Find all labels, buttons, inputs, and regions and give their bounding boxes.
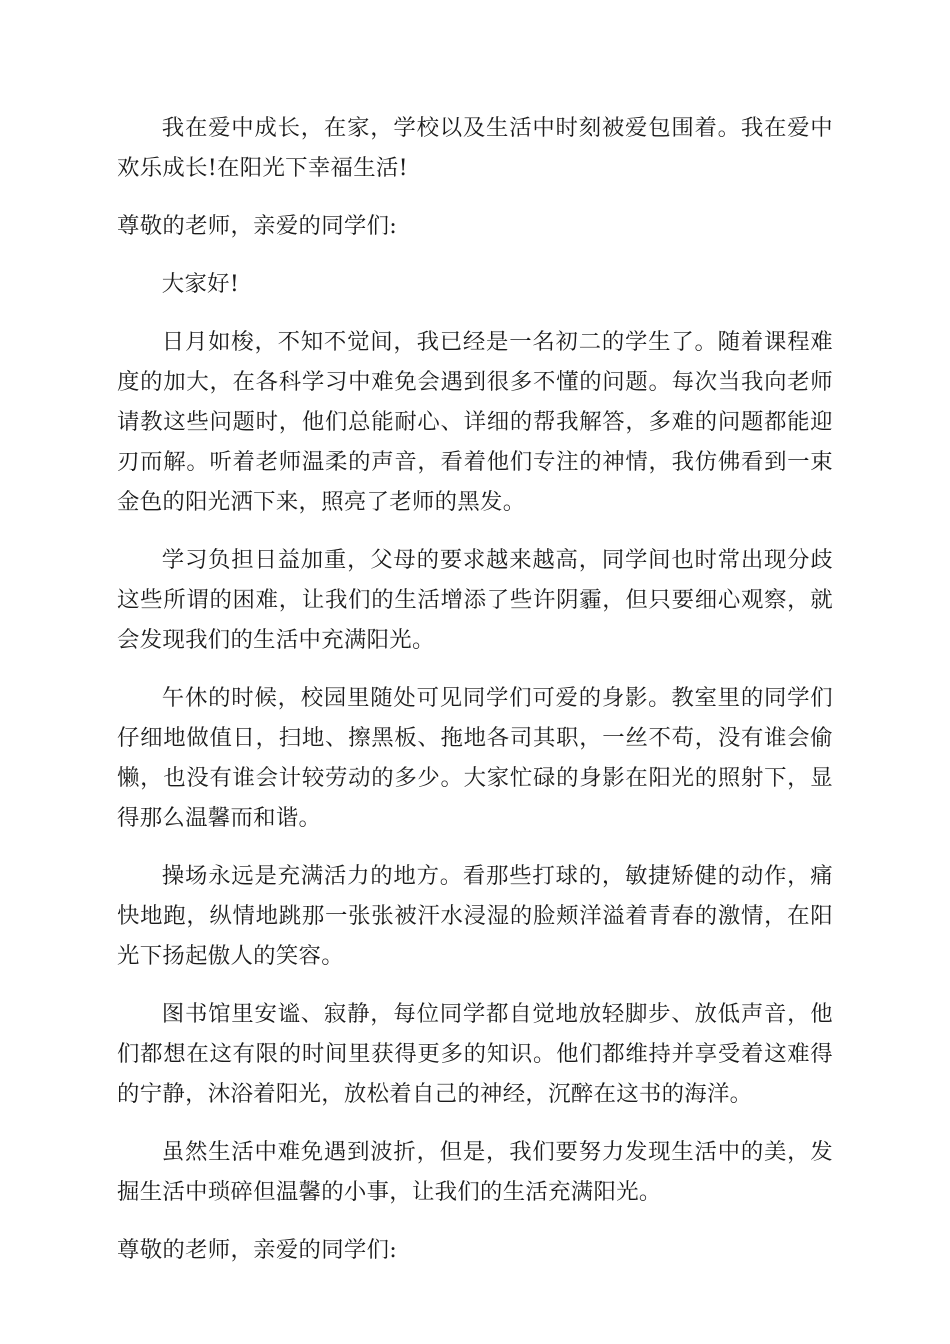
paragraph-difficulties: 学习负担日益加重，父母的要求越来越高，同学间也时常出现分歧这些所谓的困难，让我们的生活增添了些许阴霾，但只要细心观察，就会发现我们的生活中充满阳光。 xyxy=(117,547,833,653)
paragraph-library: 图书馆里安谧、寂静，每位同学都自觉地放轻脚步、放低声音，他们都想在这有限的时间里获得更多的知识。他们都维持并享受着这难得的宁静，沐浴着阳光，放松着自己的神经，沉醉在这书的海洋。 xyxy=(117,1001,833,1107)
salutation-second: 尊敬的老师，亲爱的同学们: xyxy=(117,1237,398,1263)
paragraph-conclusion: 虽然生活中难免遇到波折，但是，我们要努力发现生活中的美，发掘生活中琐碎但温馨的小事，让我们的生活充满阳光。 xyxy=(117,1139,833,1205)
paragraph-teachers: 日月如梭，不知不觉间，我已经是一名初二的学生了。随着课程难度的加大，在各科学习中难免会遇到很多不懂的问题。每次当我向老师请教这些问题时，他们总能耐心、详细的帮我解答，多难的问题都能迎刃而解。听着老师温柔的声音，看着他们专注的神情，我仿佛看到一束金色的阳光洒下来，照亮了老师的黑发。 xyxy=(117,329,833,515)
paragraph-playground: 操场永远是充满活力的地方。看那些打球的，敏捷矫健的动作，痛快地跑，纵情地跳那一张张被汗水浸湿的脸颊洋溢着青春的激情，在阳光下扬起傲人的笑容。 xyxy=(117,863,833,969)
salutation: 尊敬的老师，亲爱的同学们: xyxy=(117,213,398,239)
greeting: 大家好! xyxy=(161,271,240,297)
paragraph-noon-break: 午休的时候，校园里随处可见同学们可爱的身影。教室里的同学们仔细地做值日，扫地、擦黑板、拖地各司其职，一丝不苟，没有谁会偷懒，也没有谁会计较劳动的多少。大家忙碌的身影在阳光的照射下，显得那么温馨而和谐。 xyxy=(117,685,833,831)
document-body xyxy=(117,108,833,1288)
paragraph-closing: 我在爱中成长，在家，学校以及生活中时刻被爱包围着。我在爱中欢乐成长!在阳光下幸福生活! xyxy=(117,115,833,181)
